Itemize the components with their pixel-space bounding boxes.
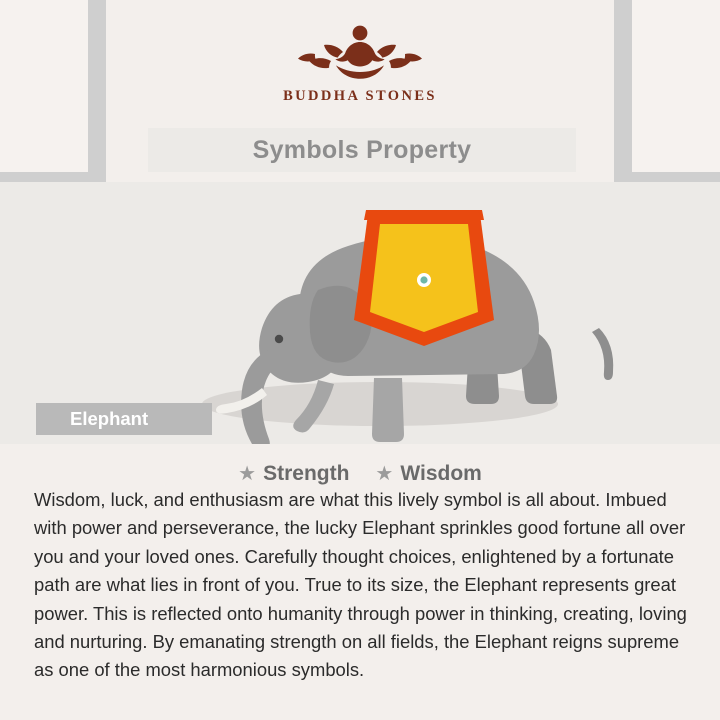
keyword-label: Strength [263, 462, 350, 485]
lotus-meditation-figure-icon [285, 20, 435, 82]
keyword-label: Wisdom [400, 462, 482, 485]
symbol-description: Wisdom, luck, and enthusiasm are what this lively symbol is all about. Imbued with power and perseverance, the lucky Elephant sprinkles good fortune all over you and your loved ones. Carefully thought choices, enlightened by a fortunate path are what lies in front of you. True to its size, the Elephant represents great power. This is reflected onto humanity through power in thinking, creating, loving and nurturing. By emanating strength on all fields, the Elephant reigns supreme as one of the most harmonious symbols. [34, 489, 687, 681]
keyword-row [0, 462, 720, 486]
keyword-item [375, 462, 481, 486]
page-title: Symbols Property [252, 135, 472, 164]
page-title-bar [148, 128, 576, 172]
keyword-item [238, 462, 349, 486]
star-icon: ★ [238, 463, 257, 485]
symbol-label-tab [36, 403, 212, 435]
symbol-label: Elephant [70, 408, 149, 429]
brand-header [0, 0, 720, 124]
brand-name: BUDDHA STONES [283, 88, 437, 104]
star-icon: ★ [375, 463, 394, 485]
